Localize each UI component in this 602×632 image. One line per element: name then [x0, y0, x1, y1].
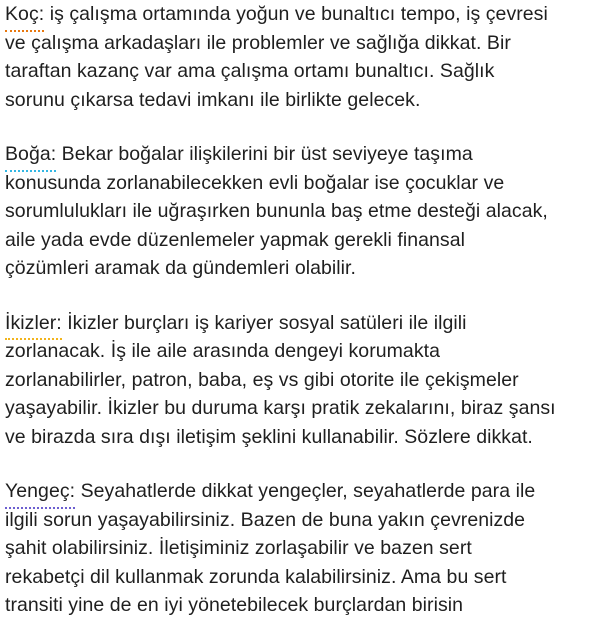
- paragraph-text-yengec: Seyahatlerde dikkat yengeçler, seyahatlerde para ile ilgili sorun yaşayabilirsiniz. Bazen de buna yakın çevrenizde şahit olabilirsiniz. İletişiminiz zorlaşabilir ve bazen sert rekabetçi dil kullanmak zorunda kalabilirsiniz. Ama bu sert transiti yine de en iyi yönetebilecek burçlardan birisin: [5, 480, 536, 616]
- paragraph-ikizler: [5, 309, 599, 452]
- sign-label-koc: Koç:: [5, 0, 44, 29]
- horoscope-document: [5, 0, 599, 620]
- paragraph-boga: [5, 140, 599, 283]
- sign-label-yengec: Yengeç:: [5, 477, 75, 506]
- paragraph-text-boga: Bekar boğalar ilişkilerini bir üst seviyeye taşıma konusunda zorlanabilecekken evli boğalar ise çocuklar ve sorumlulukları ile uğraşırken bununla baş etme desteği alacak, aile yada evde düzenlemeler yapmak gerekli finansal çözümleri aramak da gündemleri olabilir.: [5, 143, 548, 279]
- paragraph-koc: [5, 0, 599, 114]
- paragraph-yengec: [5, 477, 599, 620]
- sign-label-boga: Boğa:: [5, 140, 56, 169]
- paragraph-text-koc: iş çalışma ortamında yoğun ve bunaltıcı tempo, iş çevresi ve çalışma arkadaşları ile problemler ve sağlığa dikkat. Bir taraftan kazanç var ama çalışma ortamı bunaltıcı. Sağlık sorunu çıkarsa tedavi imkanı ile birlikte gelecek.: [5, 3, 548, 111]
- paragraph-text-ikizler: İkizler burçları iş kariyer sosyal satüleri ile ilgili zorlanacak. İş ile aile arasında dengeyi korumakta zorlanabilirler, patron, baba, eş vs gibi otorite ile çekişmeler yaşayabilir. İkizler bu duruma karşı pratik zekalarını, biraz şansı ve birazda sıra dışı iletişim şeklini kullanabilir. Sözlere dikkat.: [5, 311, 556, 448]
- sign-label-ikizler: İkizler:: [5, 309, 62, 338]
